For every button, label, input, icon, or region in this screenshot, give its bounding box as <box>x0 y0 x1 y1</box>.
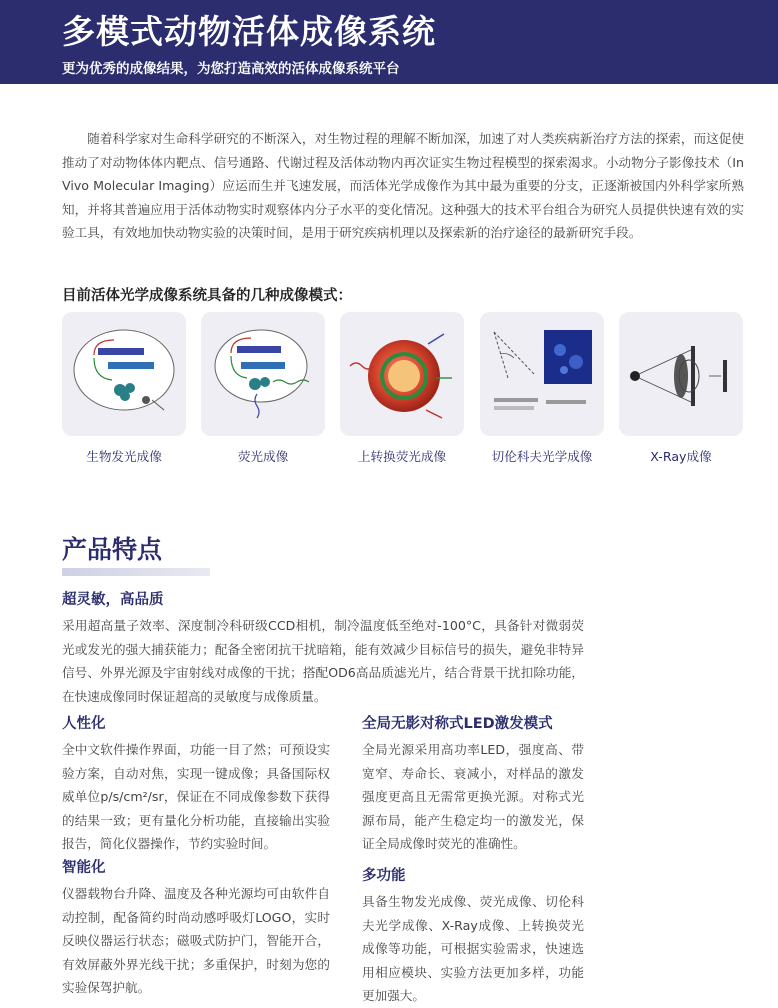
intro-paragraph: 随着科学家对生命科学研究的不断深入，对生物过程的理解不断加深，加速了对人类疾病新治疗方法的探索，而这促使推动了对动物体体内靶点、信号通路、代谢过程及活体动物内再次证实生物过程模型的探索渴求。小动物分子影像技术（In Vivo Molecular Imaging）应运而生并飞速发展，而活体光学成像作为其中最为重要的分支，正逐渐被国内外科学家所熟知，并将其普遍应用于活体动物实时观察体内分子水平的变化情况。这种强大的技术平台组合为研究人员提供快速有效的实验工具，有效地加快动物实验的决策时间，是用于研究疾病机理以及探索新的治疗途径的最新研究手段。 <box>62 131 744 240</box>
imaging-modes-list <box>62 312 744 462</box>
sensitivity-body: 采用超高量子效率、深度制冷科研级CCD相机，制冷温度低至绝对-100°C，具备针对微弱荧光或发光的强大捕获能力；配备全密闭抗干扰暗箱，能有效减少目标信号的损失，避免非特异信号、外界光源及宇宙射线对成像的干扰；搭配OD6高品质滤光片，结合背景干扰扣除功能，在快速成像同时保证超高的灵敏度与成像质量。 <box>62 618 584 704</box>
led-body: 全局光源采用高功率LED，强度高、带宽窄、寿命长、衰减小，对样品的激发强度更高且无需常更换光源。对称式光源布局，能产生稳定均一的激发光，保证全局成像时荧光的准确性。 <box>362 742 584 851</box>
features-title: 产品特点 <box>62 535 163 564</box>
upconversion-card <box>340 312 464 464</box>
smart-heading: 智能化 <box>62 860 106 876</box>
led-heading: 全局无影对称式LED激发模式 <box>362 716 553 732</box>
cherenkov-diagram-icon <box>486 318 598 430</box>
humanized-heading: 人性化 <box>62 716 106 732</box>
bioluminescence-diagram-icon <box>68 318 180 430</box>
bioluminescence-card <box>62 312 186 464</box>
header-banner <box>0 0 778 84</box>
upconversion-diagram-icon <box>346 318 458 430</box>
mode-label: X-Ray成像 <box>650 449 712 464</box>
sensitivity-heading: 超灵敏，高品质 <box>62 592 164 608</box>
page-title: 多模式动物活体成像系统 <box>62 12 436 51</box>
page-subtitle: 更为优秀的成像结果，为您打造高效的活体成像系统平台 <box>62 61 400 77</box>
mode-label: 生物发光成像 <box>86 449 162 464</box>
cherenkov-card <box>480 312 604 464</box>
humanized-body: 全中文软件操作界面，功能一目了然；可预设实验方案，自动对焦，实现一键成像；具备国际权威单位p/s/cm²/sr，保证在不同成像参数下获得的结果一致；更有量化分析功能，直接输出实验报告，简化仪器操作，节约实验时间。 <box>62 742 330 851</box>
features-title-underline <box>62 568 210 576</box>
mode-label: 切伦科夫光学成像 <box>491 449 593 464</box>
fluorescence-card <box>201 312 325 464</box>
mode-label: 上转换荧光成像 <box>357 449 447 464</box>
xray-diagram-icon <box>625 318 737 430</box>
fluorescence-diagram-icon <box>207 318 319 430</box>
mode-label: 荧光成像 <box>237 449 289 464</box>
smart-body: 仪器载物台升降、温度及各种光源均可由软件自动控制，配备简约时尚动感呼吸灯LOGO，实时反映仪器运行状态；磁吸式防护门，智能开合，有效屏蔽外界光线干扰；多重保护，时刻为您的实验保驾护航。 <box>62 886 330 995</box>
multi-heading: 多功能 <box>362 868 406 884</box>
multi-body: 具备生物发光成像、荧光成像、切伦科夫光学成像、X-Ray成像、上转换荧光成像等功能，可根据实验需求，快速选用相应模块、实验方法更加多样，功能更加强大。 <box>362 894 584 1003</box>
imaging-modes-heading: 目前活体光学成像系统具备的几种成像模式： <box>62 288 352 304</box>
xray-card <box>619 312 743 464</box>
